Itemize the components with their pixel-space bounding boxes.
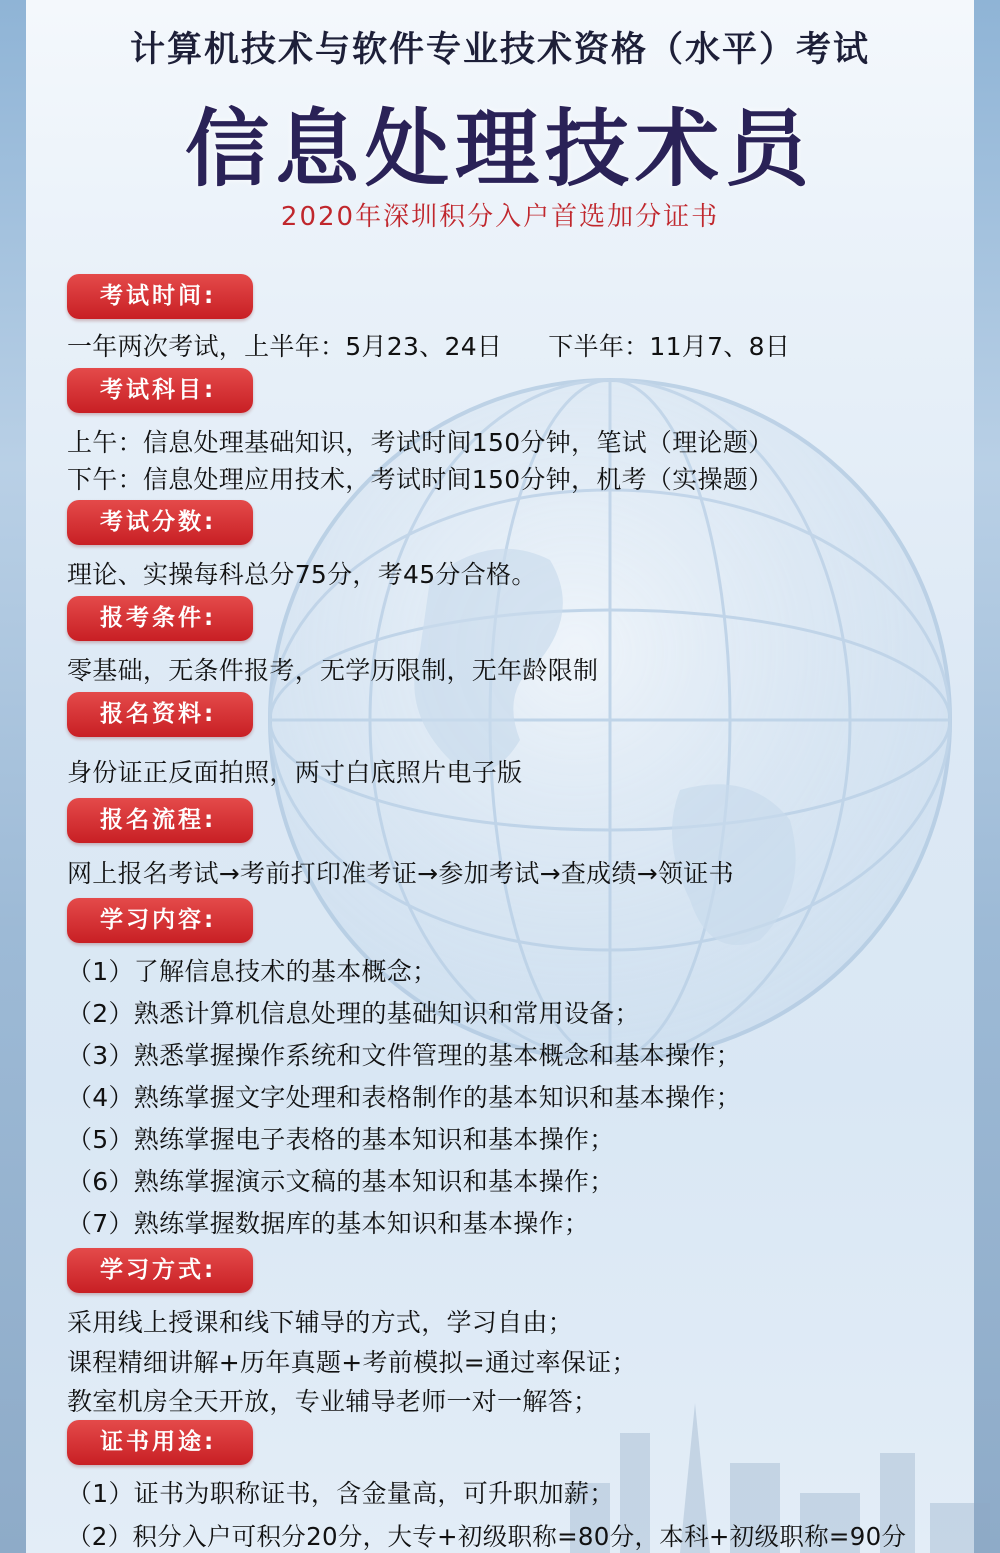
section-badge-process: 报名流程:	[67, 798, 253, 843]
exam-score-line: 理论、实操每科总分75分，考45分合格。	[67, 560, 537, 589]
certificate-use-2: （2）积分入户可积分20分，大专+初级职称=80分，本科+初级职称=90分	[67, 1522, 907, 1551]
exam-time-first-half: 一年两次考试，上半年：5月23、24日	[67, 332, 503, 361]
content-item-1: （1）了解信息技术的基本概念；	[67, 957, 438, 986]
content-item-7: （7）熟练掌握数据库的基本知识和基本操作；	[67, 1209, 590, 1238]
exam-time-second-half: 下半年：11月7、8日	[548, 332, 791, 361]
section-badge-content: 学习内容:	[67, 898, 253, 943]
content-item-5: （5）熟练掌握电子表格的基本知识和基本操作；	[67, 1125, 615, 1154]
section-badge-exam-score: 考试分数:	[67, 500, 253, 545]
content-item-6: （6）熟练掌握演示文稿的基本知识和基本操作；	[67, 1167, 615, 1196]
exam-supertitle: 计算机技术与软件专业技术资格（水平）考试	[129, 29, 870, 70]
content-item-2: （2）熟悉计算机信息处理的基础知识和常用设备；	[67, 999, 640, 1028]
section-badge-method: 学习方式:	[67, 1248, 253, 1293]
section-badge-exam-subjects: 考试科目:	[67, 368, 253, 413]
exam-time-line	[67, 327, 790, 363]
exam-subject-morning: 上午：信息处理基础知识，考试时间150分钟，笔试（理论题）	[67, 428, 774, 457]
section-badge-certificate-use: 证书用途:	[67, 1420, 253, 1465]
requirements-line: 零基础，无条件报考，无学历限制，无年龄限制	[67, 656, 599, 685]
method-line-3: 教室机房全天开放，专业辅导老师一对一解答；	[67, 1387, 599, 1416]
section-badge-materials: 报名资料:	[67, 692, 253, 737]
page-title: 信息处理技术员	[184, 100, 815, 198]
materials-line: 身份证正反面拍照，两寸白底照片电子版	[67, 758, 523, 787]
section-badge-requirements: 报考条件:	[67, 596, 253, 641]
process-line: 网上报名考试→考前打印准考证→参加考试→查成绩→领证书	[67, 859, 734, 888]
page-subtitle: 2020年深圳积分入户首选加分证书	[280, 202, 720, 232]
certificate-use-1: （1）证书为职称证书，含金量高，可升职加薪；	[67, 1479, 615, 1508]
exam-subject-afternoon: 下午：信息处理应用技术，考试时间150分钟，机考（实操题）	[67, 465, 774, 494]
content-item-4: （4）熟练掌握文字处理和表格制作的基本知识和基本操作；	[67, 1083, 742, 1112]
content-item-3: （3）熟悉掌握操作系统和文件管理的基本概念和基本操作；	[67, 1041, 742, 1070]
section-badge-exam-time: 考试时间:	[67, 274, 253, 319]
method-line-1: 采用线上授课和线下辅导的方式，学习自由；	[67, 1308, 574, 1337]
method-line-2: 课程精细讲解+历年真题+考前模拟=通过率保证；	[67, 1348, 637, 1377]
